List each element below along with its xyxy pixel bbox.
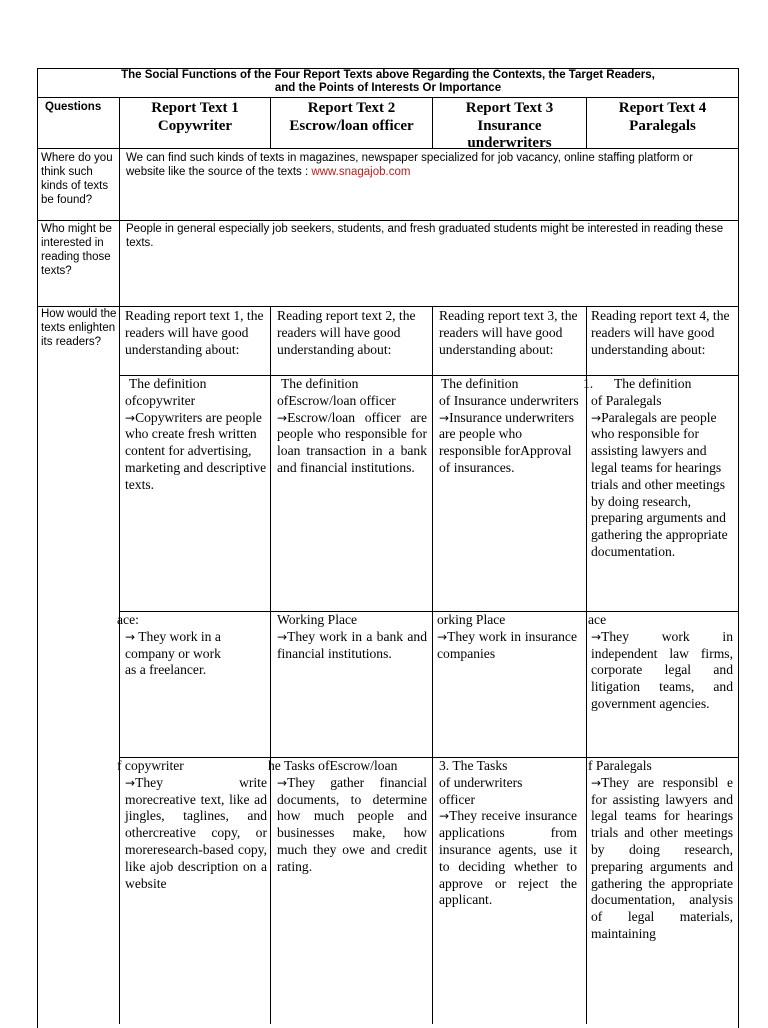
- tasks-body: They are responsibl e for assisting lawyers and legal teams for hearings trials and other meetings by doing research, preparing arguments and gathering the appropriate documentation, analysis of legal materials, maintaining: [591, 774, 733, 941]
- header-report-text-1: [120, 100, 270, 135]
- tasks-heading: he Tasks ofEscrow/loan: [268, 758, 398, 773]
- intro-report-4: Reading report text 4, the readers will have good understanding about:: [591, 308, 730, 357]
- tasks-body: They gather financial documents, to determine how much people and businesses make, how much they owe and credit rating.: [277, 774, 427, 874]
- row-divider: [38, 97, 738, 98]
- question-where-found: Where do you think such kinds of texts be found?: [41, 152, 113, 206]
- header-subtitle: Copywriter: [157, 117, 233, 134]
- tasks-heading: f Paralegals: [588, 758, 652, 773]
- tasks-report-4: [588, 758, 733, 1024]
- definition-body: Escrow/loan officer are people who responsible for loan transaction in a bank and financial institutions.: [277, 409, 427, 475]
- intro-report-1: Reading report text 1, the readers will have good understanding about:: [125, 308, 264, 357]
- header-subtitle: Insurance underwriters: [467, 117, 552, 151]
- answer-who-interested: People in general especially job seekers, students, and fresh graduated students might be interested in reading these texts.: [126, 223, 724, 249]
- column-divider: [586, 306, 587, 1024]
- definition-subject: ofcopywriter: [125, 392, 196, 408]
- tasks-report-3: [439, 758, 577, 909]
- arrow-right-icon: →: [125, 410, 136, 425]
- definition-subject: of Insurance underwriters: [439, 392, 579, 408]
- tasks-heading: 3. The Tasks: [439, 758, 508, 773]
- definition-heading: The definition: [441, 376, 519, 391]
- working-body: They work in a bank and financial institutions.: [277, 628, 427, 661]
- definition-heading: The definition: [281, 376, 359, 391]
- header-title: Report Text 1: [151, 100, 239, 116]
- arrow-right-icon: →: [437, 629, 448, 644]
- header-report-text-2: [271, 100, 432, 135]
- list-number: 1.: [583, 376, 594, 391]
- working-place-report-2: [277, 612, 427, 662]
- definition-report-2: [277, 376, 427, 477]
- row-divider: [38, 220, 738, 221]
- working-place-report-3: [437, 612, 577, 662]
- arrow-right-icon: →: [125, 775, 136, 790]
- arrow-right-icon: →: [439, 410, 450, 425]
- source-link[interactable]: www.snagajob.com: [311, 166, 411, 178]
- working-body: They work in independent law firms, corporate legal and litigation teams, and government agencies.: [591, 628, 733, 711]
- working-body: They work in insurance companies: [437, 628, 577, 661]
- tasks-report-1: [117, 758, 267, 892]
- working-place-report-1: [117, 612, 267, 679]
- row-divider: [38, 306, 738, 307]
- header-questions: Questions: [45, 101, 102, 113]
- definition-heading: The definition: [614, 376, 692, 391]
- working-heading: ace:: [117, 612, 139, 627]
- row-divider: [38, 148, 738, 149]
- arrow-right-icon: →: [125, 629, 136, 644]
- definition-body: Paralegals are people who responsible for assisting lawyers and legal teams for hearings trials and other meetings by doing research, preparing arguments and gathering the appropriate documentation.: [591, 409, 728, 559]
- header-subtitle: Escrow/loan officer: [289, 117, 414, 134]
- definition-heading: The definition: [129, 376, 207, 391]
- arrow-right-icon: →: [591, 410, 602, 425]
- column-divider: [270, 306, 271, 1024]
- definition-report-1: [125, 376, 267, 494]
- table-title: [38, 69, 738, 95]
- working-place-report-4: [588, 612, 733, 713]
- title-line-2: and the Points of Interests Or Importance: [274, 82, 502, 94]
- definition-report-3: [439, 376, 579, 477]
- header-report-text-4: [587, 100, 738, 135]
- arrow-right-icon: →: [277, 775, 288, 790]
- header-report-text-3: [433, 100, 586, 153]
- header-title: Report Text 3: [465, 100, 554, 116]
- title-line-1: The Social Functions of the Four Report Texts above Regarding the Contexts, the Target Readers,: [121, 69, 655, 81]
- working-heading: Working Place: [277, 612, 358, 627]
- answer-where-found: [126, 151, 726, 179]
- definition-subject: ofEscrow/loan officer: [277, 392, 396, 408]
- arrow-right-icon: →: [277, 410, 288, 425]
- definition-subject: of Paralegals: [591, 392, 662, 408]
- header-title: Report Text 2: [307, 100, 396, 116]
- definition-report-4: [583, 376, 733, 561]
- arrow-right-icon: →: [277, 629, 288, 644]
- working-body: They work in a company or work as a freelancer.: [125, 628, 221, 678]
- tasks-body: They write morecreative text, like ad jingles, taglines, and othercreative copy, or moreresearch-based copy, like ajob description on a website: [125, 774, 267, 891]
- header-title: Report Text 4: [618, 100, 707, 116]
- intro-report-3: Reading report text 3, the readers will have good understanding about:: [439, 308, 578, 357]
- working-heading: orking Place: [437, 612, 506, 627]
- intro-report-2: Reading report text 2, the readers will have good understanding about:: [277, 308, 416, 357]
- arrow-right-icon: →: [439, 809, 450, 824]
- question-who-interested: Who might be interested in reading those texts?: [41, 223, 112, 277]
- definition-body: Insurance underwriters are people who responsible forApproval of insurances.: [439, 409, 574, 475]
- tasks-body: They receive insurance applications from insurance agents, use it to deciding whether to approve or reject the applicant.: [439, 808, 577, 908]
- answer-text: We can find such kinds of texts in magazines, newspaper specialized for job vacancy, online staffing platform or website like the source of the texts :: [126, 152, 693, 178]
- tasks-report-2: [268, 758, 427, 876]
- working-heading: ace: [588, 612, 607, 627]
- tasks-subject: of underwriters: [439, 774, 523, 790]
- arrow-right-icon: →: [591, 629, 602, 644]
- question-how-enlighten: How would the texts enlighten its readers?: [41, 308, 117, 348]
- column-divider: [432, 306, 433, 1024]
- arrow-right-icon: →: [591, 775, 602, 790]
- tasks-heading: f copywriter: [117, 758, 184, 773]
- tasks-subject-suffix: officer: [439, 791, 475, 807]
- definition-body: Copywriters are people who create fresh written content for advertising, marketing and descriptive texts.: [125, 409, 267, 492]
- header-subtitle: Paralegals: [629, 117, 696, 134]
